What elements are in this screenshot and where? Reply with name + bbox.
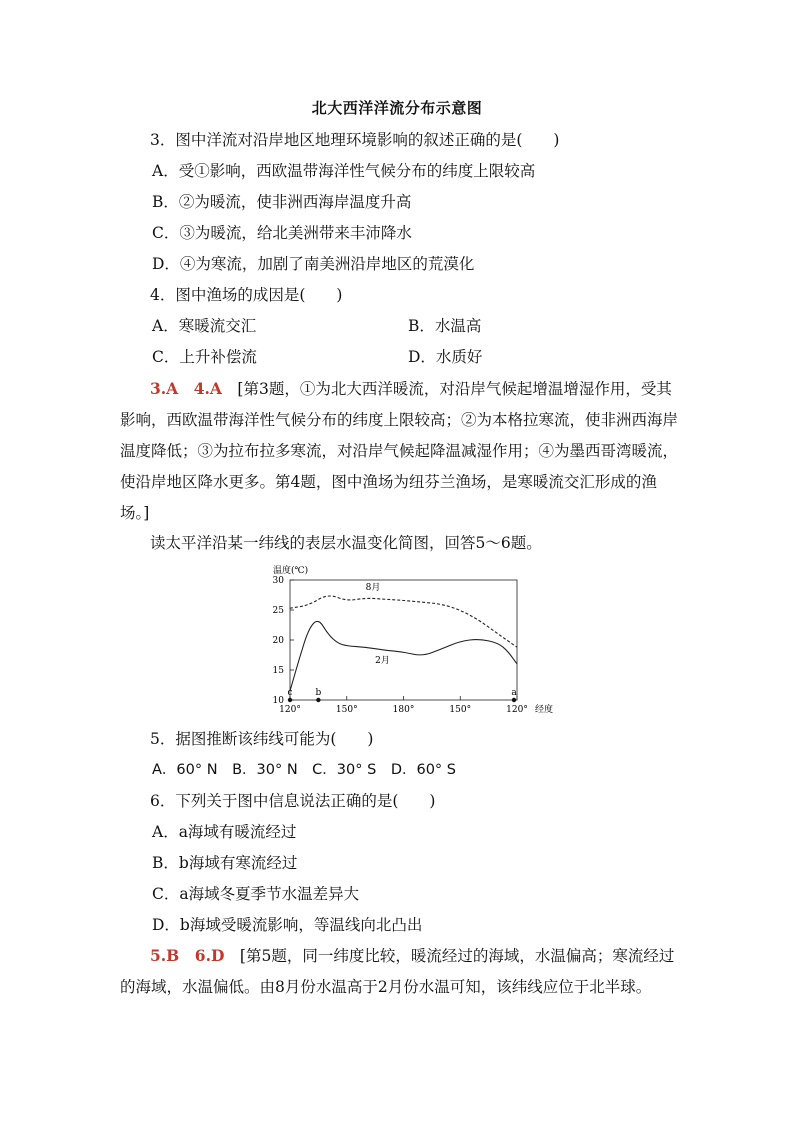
question-3-option-a: A．受①影响，西欧温带海洋性气候分布的纬度上限较高	[152, 162, 536, 180]
point-marker-a	[512, 698, 516, 702]
y-tick-label: 15	[272, 666, 284, 676]
temperature-chart	[265, 560, 565, 720]
intro-5-6: 读太平洋沿某一纬线的表层水温变化简图，回答5～6题。	[150, 534, 542, 552]
y-tick-label: 30	[272, 576, 284, 586]
y-tick-label: 20	[272, 636, 284, 646]
figure-caption: 北大西洋洋流分布示意图	[311, 99, 483, 117]
answer-explanation-5-6	[120, 940, 678, 1003]
y-tick-label: 10	[272, 696, 284, 706]
question-6-option-b: B．b海域有寒流经过	[152, 854, 298, 872]
x-tick-label: 180°	[392, 705, 415, 715]
question-4-option-b: B．水温高	[408, 317, 482, 335]
x-tick-label: 150°	[449, 705, 472, 715]
series-line-2	[290, 621, 517, 691]
answer-text-5-6: [第5题，同一纬度比较，暖流经过的海域，水温偏高；寒流经过的海域，水温偏低。由8月份水温高于2月份水温可知，该纬线应位于北半球。	[120, 947, 675, 996]
question-4-option-d: D．水质好	[408, 348, 483, 366]
question-6-option-c: C．a海域冬夏季节水温差异大	[152, 885, 360, 903]
question-6-option-d: D．b海域受暖流影响，等温线向北凸出	[152, 916, 423, 934]
y-axis-label: 温度(℃)	[273, 566, 309, 576]
point-label-b: b	[315, 688, 322, 698]
answer-explanation-3-4	[120, 373, 678, 529]
question-3-stem: 3．图中洋流对沿岸地区地理环境影响的叙述正确的是( )	[150, 131, 560, 149]
question-6-stem: 6．下列关于图中信息说法正确的是( )	[150, 792, 436, 810]
series-label-1: 8月	[365, 583, 381, 594]
question-4-option-c: C．上升补偿流	[152, 348, 257, 366]
question-3-option-b: B．②为暖流，使非洲西海岸温度升高	[152, 193, 412, 211]
series-label-2: 2月	[375, 655, 390, 666]
question-5-options: A．60° N B．30° N C．30° S D．60° S	[152, 762, 456, 778]
point-label-c: c	[287, 688, 293, 698]
question-3-option-c: C．③为暖流，给北美洲带来丰沛降水	[152, 224, 412, 242]
answer-key-3-4: 3.A 4.A	[150, 379, 222, 398]
point-marker-c	[288, 698, 292, 702]
question-4-stem: 4．图中渔场的成因是( )	[150, 286, 343, 304]
point-label-a: a	[511, 688, 517, 698]
question-4-option-a: A．寒暖流交汇	[152, 317, 257, 335]
x-tick-label: 120°	[506, 705, 528, 715]
answer-key-5-6: 5.B 6.D	[150, 946, 225, 965]
question-6-option-a: A．a海域有暖流经过	[152, 823, 297, 841]
question-3-option-d: D．④为寒流，加剧了南美洲沿岸地区的荒漠化	[152, 255, 475, 273]
question-5-stem: 5．据图推断该纬线可能为( )	[150, 730, 374, 748]
answer-text-3-4: [第3题，①为北大西洋暖流，对沿岸气候起增温增湿作用，受其影响，西欧温带海洋性气候分布的纬度上限较高；②为本格拉寒流，使非洲西海岸温度降低；③为拉布拉多寒流，对沿岸气候起降温减湿作用；④为墨西哥湾暖流，使沿岸地区降水更多。第4题，图中渔场为纽芬兰渔场，是寒暖流交汇形成的渔场。]	[120, 380, 679, 522]
x-tick-label: 120°	[279, 705, 301, 715]
x-axis-label: 经度	[535, 705, 554, 715]
x-tick-label: 150°	[335, 705, 358, 715]
point-marker-b	[316, 698, 320, 702]
y-tick-label: 25	[272, 606, 284, 616]
